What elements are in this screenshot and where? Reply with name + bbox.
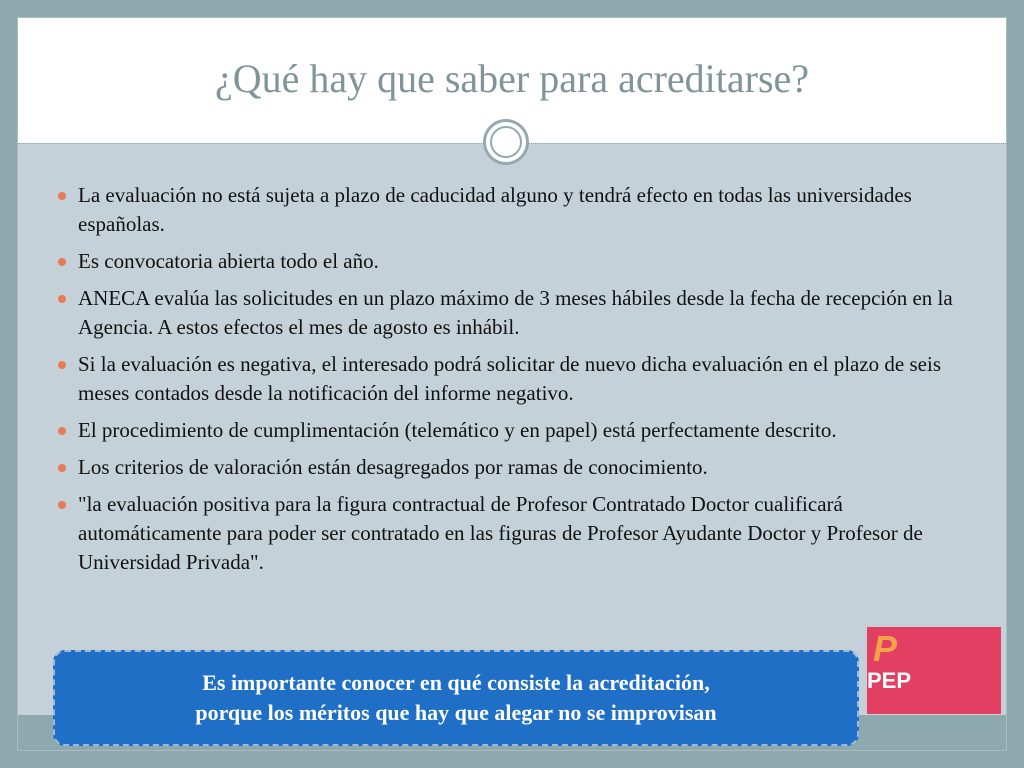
bullet-list <box>56 181 976 585</box>
circle-ornament-icon <box>483 119 529 165</box>
bullet-item-4 <box>56 350 976 408</box>
callout-text <box>195 668 716 728</box>
bullet-item-7 <box>56 490 976 577</box>
bullet-item-3 <box>56 284 976 342</box>
slide-title: ¿Qué hay que saber para acreditarse? <box>214 56 810 101</box>
bullet-item-1 <box>56 181 976 239</box>
bullet-text: El procedimiento de cumplimentación (telemático y en papel) está perfectamente descrito. <box>78 418 837 442</box>
pep-logo <box>867 627 1001 714</box>
bullet-dot-icon <box>58 258 66 266</box>
bullet-dot-icon <box>58 501 66 509</box>
bullet-item-5 <box>56 416 976 445</box>
pep-logo-text: PEP <box>867 668 912 693</box>
slide <box>17 17 1007 751</box>
bullet-text: Los criterios de valoración están desagregados por ramas de conocimiento. <box>78 455 708 479</box>
callout-box <box>53 650 859 746</box>
bullet-text: "la evaluación positiva para la figura contractual de Profesor Contratado Doctor cualificará automáticamente para poder ser contratado en las figuras de Profesor Ayudante Doctor y Profesor de Universidad Privada". <box>78 492 923 574</box>
bullet-dot-icon <box>58 192 66 200</box>
bullet-dot-icon <box>58 295 66 303</box>
pep-logo-mark-icon: P <box>873 628 898 669</box>
bullet-text: ANECA evalúa las solicitudes en un plazo máximo de 3 meses hábiles desde la fecha de recepción en la Agencia. A estos efectos el mes de agosto es inhábil. <box>78 286 953 339</box>
callout-line-1: Es importante conocer en qué consiste la acreditación, <box>202 670 710 695</box>
bullet-text: Es convocatoria abierta todo el año. <box>78 249 379 273</box>
bullet-dot-icon <box>58 361 66 369</box>
bullet-dot-icon <box>58 427 66 435</box>
bullet-text: Si la evaluación es negativa, el interesado podrá solicitar de nuevo dicha evaluación en el plazo de seis meses contados desde la notificación del informe negativo. <box>78 352 941 405</box>
callout-line-2: porque los méritos que hay que alegar no se improvisan <box>195 700 717 725</box>
circle-ornament-inner <box>490 126 522 158</box>
bullet-item-2 <box>56 247 976 276</box>
bullet-item-6 <box>56 453 976 482</box>
bullet-dot-icon <box>58 464 66 472</box>
bullet-text: La evaluación no está sujeta a plazo de caducidad alguno y tendrá efecto en todas las universidades españolas. <box>78 183 912 236</box>
